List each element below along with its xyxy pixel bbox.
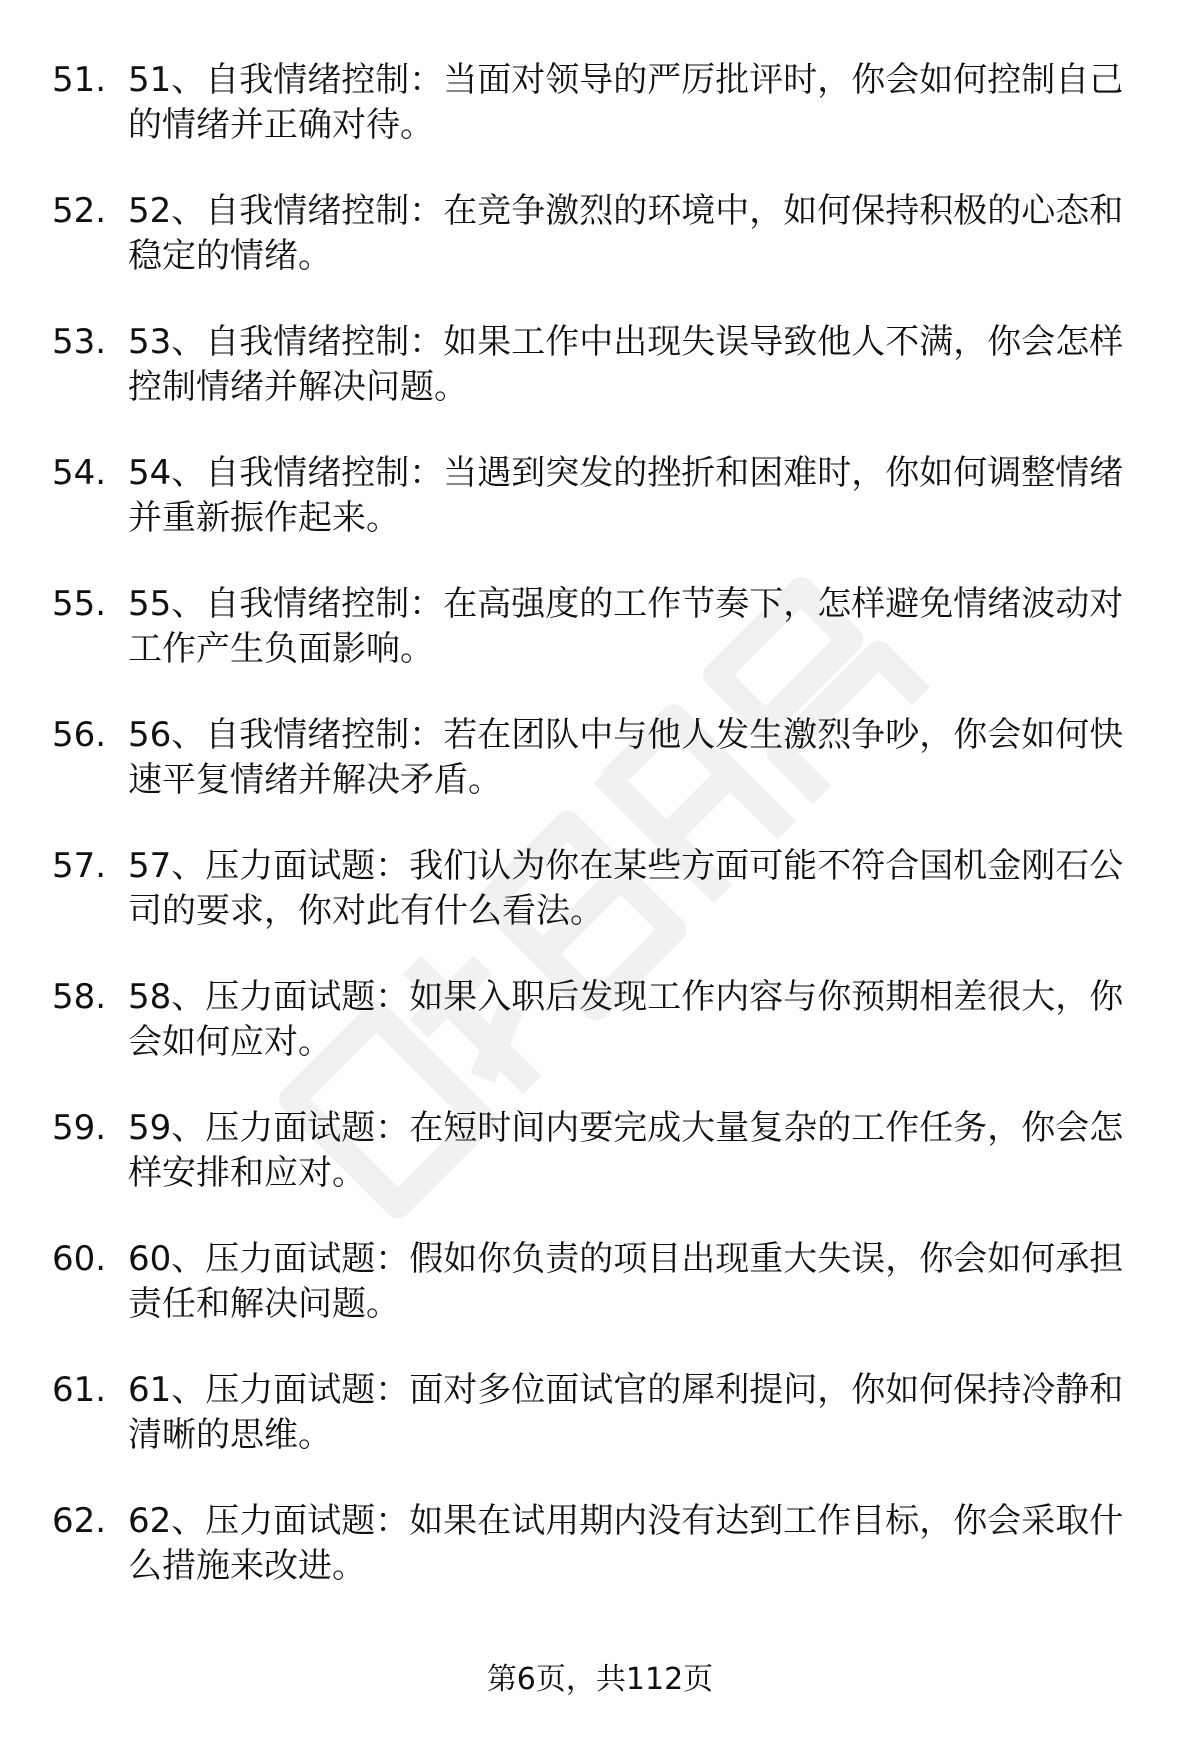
question-text: 54、自我情绪控制：当遇到突发的挫折和困难时，你如何调整情绪并重新振作起来。 [128, 453, 1124, 538]
question-number: 51. [52, 60, 107, 100]
list-item [52, 1368, 1152, 1499]
question-text: 57、压力面试题：我们认为你在某些方面可能不符合国机金刚石公司的要求，你对此有什么看法。 [128, 846, 1124, 931]
question-text: 60、压力面试题：假如你负责的项目出现重大失误，你会如何承担责任和解决问题。 [128, 1239, 1124, 1324]
list-item [52, 1237, 1152, 1368]
question-list [52, 58, 1152, 1630]
page-footer: 第6页，共112页 [486, 1662, 714, 1697]
question-text: 51、自我情绪控制：当面对领导的严厉批评时，你会如何控制自己的情绪并正确对待。 [128, 60, 1124, 145]
list-item [52, 713, 1152, 844]
list-item [52, 1106, 1152, 1237]
question-text: 53、自我情绪控制：如果工作中出现失误导致他人不满，你会怎样控制情绪并解决问题。 [128, 322, 1124, 407]
question-text: 58、压力面试题：如果入职后发现工作内容与你预期相差很大，你会如何应对。 [128, 977, 1124, 1062]
question-text: 56、自我情绪控制：若在团队中与他人发生激烈争吵，你会如何快速平复情绪并解决矛盾。 [128, 715, 1124, 800]
question-number: 56. [52, 715, 107, 755]
question-text: 52、自我情绪控制：在竞争激烈的环境中，如何保持积极的心态和稳定的情绪。 [128, 191, 1124, 276]
question-number: 61. [52, 1370, 107, 1410]
question-number: 52. [52, 191, 107, 231]
question-text: 61、压力面试题：面对多位面试官的犀利提问，你如何保持冷静和清晰的思维。 [128, 1370, 1124, 1455]
list-item [52, 582, 1152, 713]
list-item [52, 320, 1152, 451]
list-item [52, 189, 1152, 320]
question-text: 55、自我情绪控制：在高强度的工作节奏下，怎样避免情绪波动对工作产生负面影响。 [128, 584, 1124, 669]
list-item [52, 975, 1152, 1106]
question-number: 53. [52, 322, 107, 362]
question-number: 62. [52, 1501, 107, 1541]
list-item [52, 58, 1152, 189]
list-item [52, 451, 1152, 582]
question-number: 55. [52, 584, 107, 624]
question-number: 57. [52, 846, 107, 886]
question-number: 58. [52, 977, 107, 1017]
question-number: 60. [52, 1239, 107, 1279]
question-text: 59、压力面试题：在短时间内要完成大量复杂的工作任务，你会怎样安排和应对。 [128, 1108, 1124, 1193]
question-number: 59. [52, 1108, 107, 1148]
question-number: 54. [52, 453, 107, 493]
question-text: 62、压力面试题：如果在试用期内没有达到工作目标，你会采取什么措施来改进。 [128, 1501, 1124, 1586]
list-item [52, 1499, 1152, 1630]
list-item [52, 844, 1152, 975]
